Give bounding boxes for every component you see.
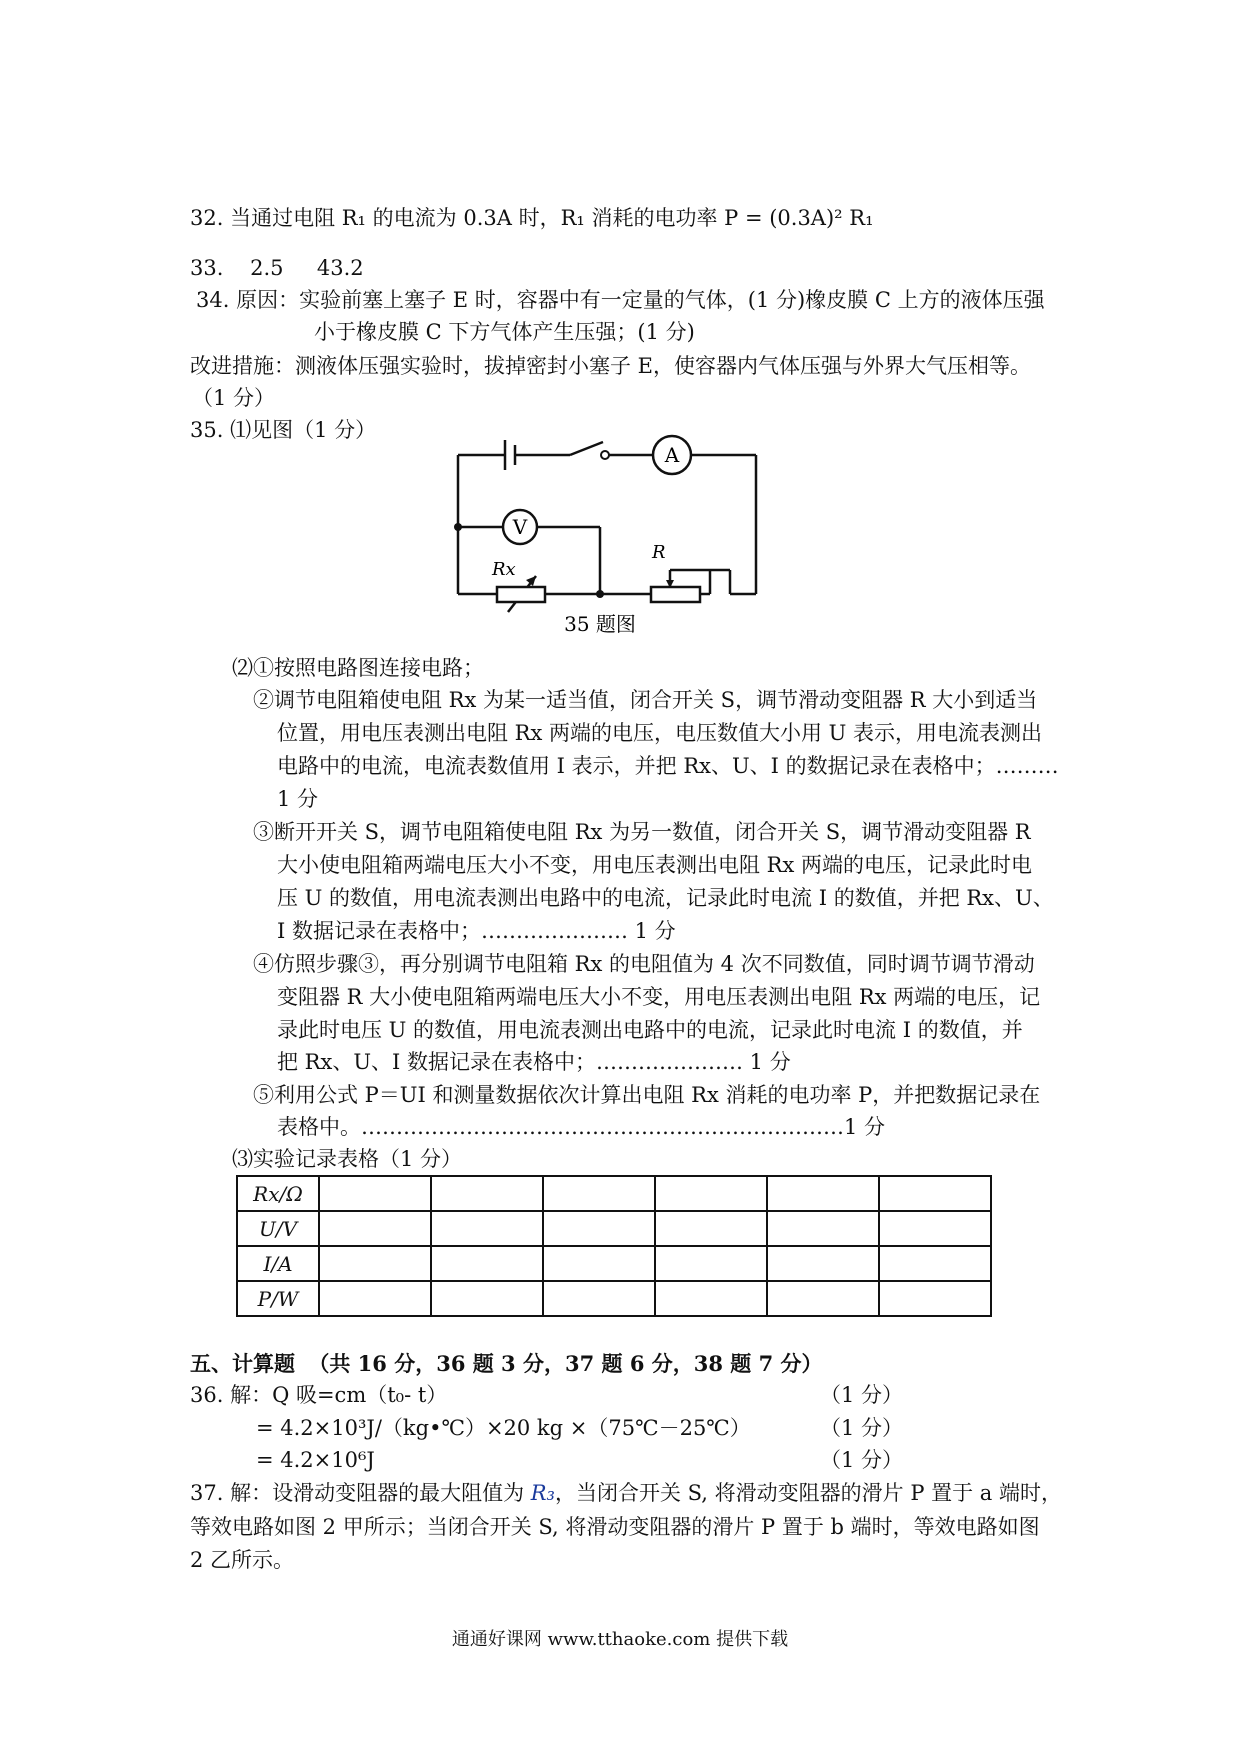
table-row-header: Rx/Ω — [237, 1176, 319, 1211]
q35-step5-line-1: ⑤利用公式 P＝UI 和测量数据依次计算出电阻 Rx 消耗的电功率 P，并把数据记录在 — [253, 1083, 1041, 1107]
junction-left-icon — [454, 523, 462, 531]
section-5-title: 五、计算题 — [190, 1351, 295, 1376]
q34-line-1: 34. 原因：实验前塞上塞子 E 时，容器中有一定量的气体，(1 分)橡皮膜 C 上方的液体压强 — [196, 288, 1045, 312]
table-row-header: P/W — [237, 1281, 319, 1316]
rheostat-arrow-icon — [526, 576, 536, 586]
q36-score-3: （1 分） — [820, 1448, 904, 1472]
q35-step3-line-3: 压 U 的数值，用电流表测出电路中的电流，记录此时电流 I 的数值，并把 Rx、U、 — [277, 886, 1054, 910]
q35-step2-line-4: 1 分 — [277, 787, 319, 811]
q36-line-1: 36. 解：Q 吸=cm（t₀- t） — [190, 1383, 448, 1407]
voltmeter-label: V — [512, 515, 528, 539]
q35-step4-line-1: ④仿照步骤③，再分别调节电阻箱 Rx 的电阻值为 4 次不同数值，同时调节调节滑动 — [253, 952, 1035, 976]
q34-line-3: 改进措施：测液体压强实验时，拔掉密封小塞子 E，使容器内气体压强与外界大气压相等。 — [190, 354, 1032, 378]
q37-line-1 — [190, 1483, 1062, 1504]
q35-step4-line-3: 录此时电压 U 的数值，用电流表测出电路中的电流，记录此时电流 I 的数值，并 — [277, 1018, 1023, 1042]
circuit-diagram — [440, 430, 770, 640]
q33-answer-2: 43.2 — [316, 256, 364, 280]
junction-bottom-icon — [596, 590, 604, 598]
table-row — [237, 1246, 991, 1281]
q35-line-1: 35. ⑴见图（1 分） — [190, 418, 377, 442]
rx-label: Rx — [492, 559, 516, 580]
section-5-heading — [190, 1353, 823, 1375]
q34-line-4: （1 分） — [192, 386, 276, 410]
switch-contact-icon — [601, 451, 609, 459]
q32-line: 32. 当通过电阻 R₁ 的电流为 0.3A 时，R₁ 消耗的电功率 P = (0.3A)² R₁ — [190, 206, 874, 230]
q36-score-2: （1 分） — [820, 1416, 904, 1440]
q33-number: 33. — [190, 256, 224, 280]
ammeter-label: A — [664, 443, 680, 467]
q35-step2-line-1: ②调节电阻箱使电阻 Rx 为某一适当值，闭合开关 S，调节滑动变阻器 R 大小到适当 — [253, 688, 1038, 712]
q37-line-1-b: ，当闭合开关 S, 将滑动变阻器的滑片 P 置于 a 端时， — [554, 1481, 1062, 1505]
page-footer: 通通好课网 www.tthaoke.com 提供下载 — [451, 1629, 789, 1650]
q36-score-1: （1 分） — [820, 1383, 904, 1407]
q35-step3-line-4: I 数据记录在表格中；………………… 1 分 — [277, 919, 676, 943]
q33-answer-1: 2.5 — [250, 256, 284, 280]
q35-step4-line-4: 把 Rx、U、I 数据记录在表格中；………………… 1 分 — [277, 1050, 791, 1074]
table-row — [237, 1281, 991, 1316]
table-row — [237, 1176, 991, 1211]
r-label: R — [652, 542, 666, 563]
q35-step3-line-1: ③断开开关 S，调节电阻箱使电阻 Rx 为另一数值，闭合开关 S，调节滑动变阻器 R — [253, 820, 1031, 844]
q36-line-3: = 4.2×10⁶J — [256, 1448, 375, 1472]
q37-r3: R₃ — [530, 1481, 555, 1505]
q35-step5-line-2: 表格中。……………………………………………………………1 分 — [277, 1115, 886, 1139]
q35-part3-title: ⑶实验记录表格（1 分） — [232, 1147, 463, 1171]
q35-step3-line-2: 大小使电阻箱两端电压大小不变，用电压表测出电阻 Rx 两端的电压，记录此时电 — [277, 853, 1033, 877]
q37-line-2: 等效电路如图 2 甲所示；当闭合开关 S, 将滑动变阻器的滑片 P 置于 b 端时，等效电路如图 — [190, 1515, 1040, 1539]
experiment-record-table — [236, 1175, 992, 1317]
q37-line-1-a: 37. 解：设滑动变阻器的最大阻值为 — [190, 1481, 531, 1505]
q35-part2-line-1: ⑵①按照电路图连接电路； — [232, 656, 484, 680]
resistance-box-rx — [497, 587, 545, 602]
q35-step2-line-3: 电路中的电流，电流表数值用 I 表示，并把 Rx、U、I 的数据记录在表格中；……… — [277, 754, 1059, 778]
q35-step4-line-2: 变阻器 R 大小使电阻箱两端电压大小不变，用电压表测出电阻 Rx 两端的电压，记 — [277, 985, 1041, 1009]
section-5-note: （共 16 分，36 题 3 分，37 题 6 分，38 题 7 分） — [308, 1351, 823, 1376]
rheostat-r — [651, 587, 700, 602]
table-row-header: U/V — [237, 1211, 319, 1246]
q36-line-2: = 4.2×10³J/（kg•℃）×20 kg ×（75℃－25℃） — [256, 1416, 751, 1440]
q33-line — [190, 258, 364, 279]
table-row-header: I/A — [237, 1246, 319, 1281]
circuit-caption: 35 题图 — [564, 612, 636, 636]
q35-step2-line-2: 位置，用电压表测出电阻 Rx 两端的电压，电压数值大小用 U 表示，用电流表测出 — [277, 721, 1043, 745]
q34-line-2: 小于橡皮膜 C 下方气体产生压强；(1 分) — [314, 320, 695, 344]
table-row — [237, 1211, 991, 1246]
q37-line-3: 2 乙所示。 — [190, 1548, 295, 1572]
